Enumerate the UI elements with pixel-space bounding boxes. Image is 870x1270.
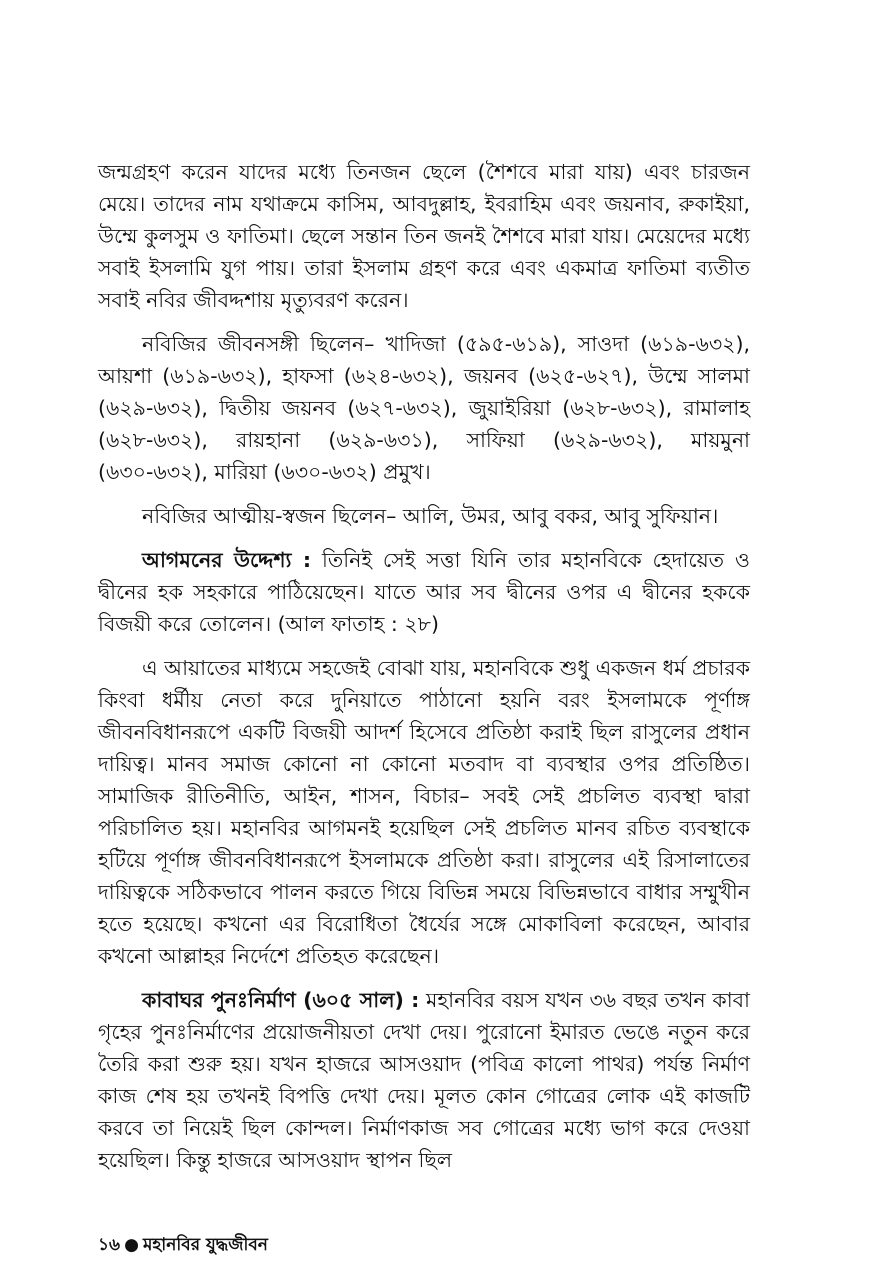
paragraph-kaaba: কাবাঘর পুনঃনির্মাণ (৬০৫ সাল) : মহানবির বয়স যখন ৩৬ বছর তখন কাবা গৃহের পুনঃনির্মাণের প্রয়োজনীয়তা দেখা দেয়। পুরোনো ইমারত ভেঙে নতুন করে তৈরি করা শুরু হয়। যখন হাজরে আসওয়াদ (পবিত্র কালো পাথর) পর্যন্ত নির্মাণ কাজ শেষ হয় তখনই বিপত্তি দেখা দেয়। মূলত কোন গোত্রের লোক এই কাজটি করবে তা নিয়েই ছিল কোন্দল। নির্মাণকাজ সব গোত্রের মধ্যে ভাগ করে দেওয়া হয়েছিল। কিন্তু হাজরে আসওয়াদ স্থাপন ছিল (98, 988, 750, 1172)
section-heading: আগমনের উদ্দেশ্য : (142, 548, 312, 572)
page-number: ১৬ (98, 1235, 121, 1255)
page-footer (98, 1232, 268, 1260)
body-text (98, 156, 750, 1188)
paragraph-children: জন্মগ্রহণ করেন যাদের মধ্যে তিনজন ছেলে (শৈশবে মারা যায়) এবং চারজন মেয়ে। তাদের নাম যথাক্রমে কাসিম, আবদুল্লাহ, ইবরাহিম এবং জয়নাব, রুকাইয়া, উম্মে কুলসুম ও ফাতিমা। ছেলে সন্তান তিন জনই শৈশবে মারা যায়। মেয়েদের মধ্যে সবাই ইসলামি যুগ পায়। তারা ইসলাম গ্রহণ করে এবং একমাত্র ফাতিমা ব্যতীত সবাই নবির জীবদ্দশায় মৃত্যুবরণ করেন। (98, 160, 751, 312)
paragraph-explanation: এ আয়াতের মাধ্যমে সহজেই বোঝা যায়, মহানবিকে শুধু একজন ধর্ম প্রচারক কিংবা ধর্মীয় নেতা করে দুনিয়াতে পাঠানো হয়নি বরং ইসলামকে পূর্ণাঙ্গ জীবনবিধানরূপে একটি বিজয়ী আদর্শ হিসেবে প্রতিষ্ঠা করাই ছিল রাসুলের প্রধান দায়িত্ব। মানব সমাজ কোনো না কোনো মতবাদ বা ব্যবস্থার ওপর প্রতিষ্ঠিত। সামাজিক রীতিনীতি, আইন, শাসন, বিচার– সবই সেই প্রচলিত ব্যবস্থা দ্বারা পরিচালিত হয়। মহানবির আগমনই হয়েছিল সেই প্রচলিত মানব রচিত ব্যবস্থাকে হটিয়ে পূর্ণাঙ্গ জীবনবিধানরূপে ইসলামকে প্রতিষ্ঠা করা। রাসুলের এই রিসালাতের দায়িত্বকে সঠিকভাবে পালন করতে গিয়ে বিভিন্ন সময়ে বিভিন্নভাবে বাধার সম্মুখীন হতে হয়েছে। কখনো এর বিরোধিতা ধৈর্যের সঙ্গে মোকাবিলা করেছেন, আবার কখনো আল্লাহর নির্দেশে প্রতিহত করেছেন। (98, 656, 750, 968)
paragraph-spouses: নবিজির জীবনসঙ্গী ছিলেন– খাদিজা (৫৯৫-৬১৯), সাওদা (৬১৯-৬৩২), আয়শা (৬১৯-৬৩২), হাফসা (৬২৪-৬৩২), জয়নব (৬২৫-৬২৭), উম্মে সালমা (৬২৯-৬৩২), দ্বিতীয় জয়নব (৬২৭-৬৩২), জুয়াইরিয়া (৬২৮-৬৩২), রামালাহ (৬২৮-৬৩২), রায়হানা (৬২৯-৬৩১), সাফিয়া (৬২৯-৬৩২), মায়মুনা (৬৩০-৬৩২), মারিয়া (৬৩০-৬৩২) প্রমুখ। (98, 332, 750, 484)
paragraph-relatives: নবিজির আত্মীয়-স্বজন ছিলেন– আলি, উমর, আবু বকর, আবু সুফিয়ান। (142, 504, 719, 528)
section-heading: কাবাঘর পুনঃনির্মাণ (৬০৫ সাল) : (142, 988, 420, 1012)
book-title: মহানবির যুদ্ধজীবন (142, 1235, 268, 1255)
bullet-icon: ● (124, 1235, 139, 1255)
paragraph-purpose: আগমনের উদ্দেশ্য : তিনিই সেই সত্তা যিনি তার মহানবিকে হেদায়েত ও দ্বীনের হক সহকারে পাঠিয়েছেন। যাতে আর সব দ্বীনের ওপর এ দ্বীনের হককে বিজয়ী করে তোলেন। (আল ফাতাহ : ২৮) (98, 548, 751, 636)
